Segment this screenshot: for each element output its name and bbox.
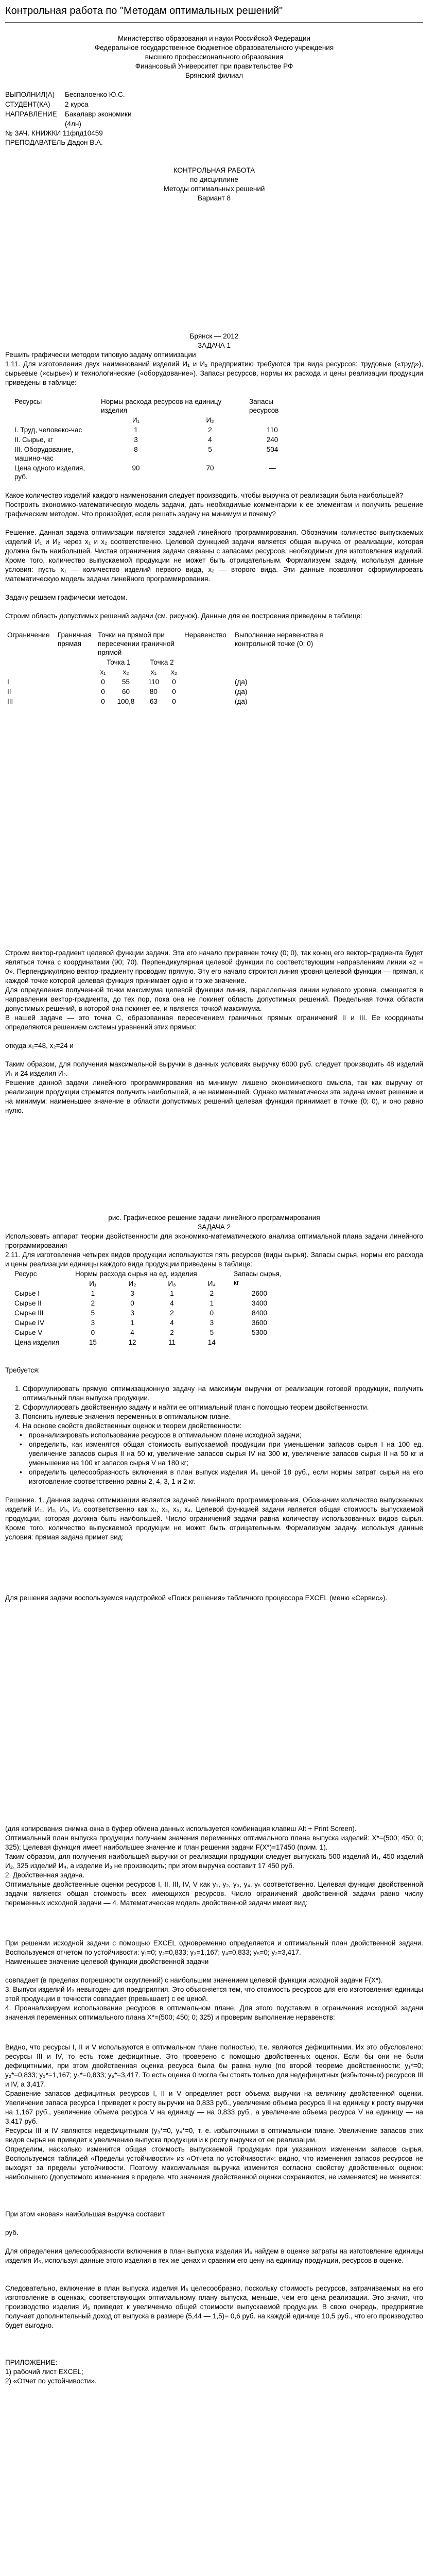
- table-header-row: [5, 630, 340, 657]
- column-subheader: Точка 2: [150, 658, 174, 666]
- task1-intro: Решить графически методом типовую задачу оптимизации: [5, 351, 196, 359]
- cell: 5: [91, 1309, 95, 1317]
- cell: 3: [130, 1309, 134, 1317]
- cell: II. Сырье, кг: [14, 436, 53, 444]
- task2-statement: Использовать аппарат теории двойственности для экономико-математического анализа оптимальной плана задачи линейного программирования: [5, 1232, 423, 1249]
- task1-solution-text: Для определения полученной точки максимума целевой функции линия, параллельная линии нулевого уровня, смещается в направлении вектор-градиента, до тех пор, пока она не покинет область допустимых решений. Предельная точка области допустимых решений, в которой она покинет ее, и является точкой максимума.: [5, 986, 423, 1012]
- header-line: Министерство образования и науки Российской Федерации: [118, 35, 310, 42]
- table-row: [5, 697, 340, 706]
- cell: 8: [134, 446, 138, 453]
- header-line: Брянский филиал: [185, 72, 243, 79]
- cell: Сырье IV: [14, 1319, 45, 1327]
- work-subtitle: по дисциплине: [190, 176, 238, 183]
- cell: [232, 1337, 287, 1347]
- teacher: ПРЕПОДАВАТЕЛЬ Дадон В.А.: [5, 139, 103, 146]
- table-row: [12, 1337, 287, 1347]
- column-subheader: И₂: [128, 1280, 136, 1287]
- cell: 0: [130, 1299, 134, 1307]
- task1-statement: 1.11. Для изготовления двух наименований изделий И₁ и И₂ предприятию требуются три вида ресурсов: трудовые («труд»), сырьевые («сырье») и технологические («оборудование»). Запасы ресурсов, нормы их расхода и цены реализации продукции приведены в таблице:: [5, 360, 423, 386]
- info-value: 2 курса: [65, 100, 89, 108]
- task2-solution-text: При решении исходной задачи с помощью EXCEL одновременно определяется и оптимальный план двойственной задачи. Воспользуемся отчетом по устойчивости: y₁=0; y₂=0,833; y₃=1,167; y₄=0,833; y₅=0; y₂=3,417.: [5, 1939, 423, 1956]
- task1-question: Построить экономико-математическую модель задачи, дать необходимые комментарии к ее элементам и получить решение графическим методом. Что произойдет, если решать задачу на минимум и почему?: [5, 501, 423, 518]
- cell: 8400: [251, 1309, 268, 1317]
- task2-screenshot-space: [5, 1603, 423, 1824]
- task2-solution-text: 4. Проанализируем использование ресурсов в оптимальном плане. Для этого подставим в ограничения исходной задачи значения переменных оптимального плана X*=(500; 450; 0; 325) и проверим выполнение неравенств:: [5, 2004, 423, 2021]
- task1-figure-space: [5, 706, 423, 948]
- info-row: [5, 90, 134, 99]
- column-header: Неравенство: [184, 631, 226, 639]
- task2-solution-text: Определим, насколько изменится общая стоимость выпускаемой продукции при указанном изменении запасов сырья. Воспользуемся таблицей «Пределы устойчивости» из «Отчета по устойчивости»: видно, что изменения запасов ресурсов не выходят за пределы устойчивости. Поэтому максимальная выручка изменится согласно свойству двойственных оценок: наибольшего (допустимого изменения в пределе, что значения двойственной оценки сохраняются, не изменяется) не меняется:: [5, 2145, 423, 2181]
- info-key: СТУДЕНТ(КА): [5, 100, 50, 108]
- cell: 2: [170, 1309, 174, 1317]
- table-row: [12, 1289, 287, 1298]
- city-year: Брянск — 2012: [189, 332, 239, 340]
- task1-resource-table: [12, 397, 298, 482]
- column-header: Ресурс: [14, 1270, 37, 1278]
- cell: 1: [134, 426, 138, 434]
- cell: Сырье V: [14, 1329, 43, 1336]
- cell: 55: [121, 678, 130, 686]
- cell: 1: [91, 1290, 95, 1297]
- info-value: (4лн): [65, 120, 81, 128]
- cell: 1: [170, 1290, 174, 1297]
- task2-solution-text: Оптимальные двойственные оценки ресурсов I, II, III, IV, V как y₁, y₂, y₃, y₄, y₅ соответственно. Целевая функция двойственной задачи является общая стоимость всех имеющихся ресурсов. Число ограничений двойственной задачи равно числу переменных исходной задачи — 4. Математическая модель двойственной задачи имеет вид:: [5, 1880, 423, 1907]
- table-row: [12, 1298, 287, 1308]
- column-header: Нормы расхода ресурсов на единицу изделия: [101, 398, 222, 414]
- cell: 3: [130, 1290, 134, 1297]
- column-subheader: И₂: [206, 416, 214, 424]
- column-subheader: x₁: [100, 668, 106, 676]
- info-value: Беспалоенко Ю.С.: [65, 91, 125, 98]
- cell: 504: [266, 446, 278, 453]
- cell: (да): [235, 688, 248, 696]
- cell: Цена одного изделия, руб.: [14, 464, 85, 481]
- cell: 15: [89, 1338, 97, 1346]
- table-row: [12, 445, 298, 463]
- work-title-block: [5, 166, 423, 203]
- cell: 0: [101, 688, 105, 696]
- task2-heading: ЗАДАЧА 2: [198, 1223, 231, 1231]
- task2-solution-text: руб.: [5, 2229, 19, 2236]
- column-header: Ресурсы: [14, 398, 42, 405]
- discipline-name: Методы оптимальных решений: [163, 185, 265, 193]
- header-line: Финансовый Университет при правительстве РФ: [135, 62, 293, 70]
- table-row: [12, 1308, 287, 1318]
- cell: 3400: [251, 1299, 268, 1307]
- column-subheader: x₁: [150, 668, 157, 676]
- table-row: [12, 463, 298, 482]
- cell: (да): [235, 678, 248, 686]
- cell: 63: [149, 698, 158, 705]
- column-header: Выполнение неравенства в контрольной точке (0; 0): [235, 631, 324, 648]
- task1-solution-text: В нашей задаче — это точка C, образованная пересечением граничных прямых ограничений II и III. Ее координаты определяются решением системы уравнений этих прямых:: [5, 1014, 423, 1031]
- appendix-heading: ПРИЛОЖЕНИЕ:: [5, 2359, 58, 2366]
- cell: 240: [266, 436, 278, 444]
- cell: III: [7, 698, 13, 705]
- cell: (да): [235, 698, 248, 705]
- cell: 70: [206, 464, 214, 472]
- task2-solution-text: Следовательно, включение в план выпуска изделия И₅ целесообразно, поскольку стоимость ресурсов, затрачиваемых на его изготовление в оценках, соответствующих оптимальному плану выпуска, меньше, чем его цена реализации. Это значит, что производство изделия И₅ приведет к увеличению общей стоимости выпускаемой продукции. В свою очередь, предприятие получает дополнительный доход от выпуска в размере (5,44 — 1,5)= 0,6 руб. на каждой единице 10,5 руб., что его производство будет выгодно.: [5, 2284, 423, 2329]
- cell: Сырье III: [14, 1309, 44, 1317]
- cell: 2600: [251, 1290, 268, 1297]
- cell: 90: [132, 464, 140, 472]
- list-item: • определить, как изменятся общая стоимость выпускаемой продукции при уменьшении запасов сырья I на 100 ед. увеличение запасов сырья II на 50 кг, увеличение запасов сырья IV на 300 кг, увеличение запасов сырья II на 50 кг и уменьшение на 100 кг запасов сырья V на 180 кг;: [29, 1440, 423, 1468]
- cell: 2: [170, 1329, 174, 1336]
- info-key: ВЫПОЛНИЛ(А): [5, 91, 55, 98]
- list-item: 4. На основе свойств двойственных оценок и теорем двойственности:: [23, 1421, 423, 1431]
- task2-solution-text: Оптимальный план выпуска продукции получаем значения переменных оптимального плана выпуска изделий: X*=(500; 450; 0; 325); Целевая функция имеет наибольшее значение и план решения задачи F(X*)=17450 (прим. 1).: [5, 1834, 423, 1851]
- column-header: Нормы расхода сырья на ед. изделия: [75, 1270, 197, 1278]
- task2-statement: 2.11. Для изготовления четырех видов продукции используются пять ресурсов (виды сырья). Запасы сырья, нормы его расхода и цены реализации единицы каждого вида продукции приведены в таблице:: [5, 1251, 423, 1268]
- task1-solution-text: Решение данной задачи линейного программирования на минимум лишено экономического смысла, так как выручку от реализации продукции стремятся получить наибольшей, а не наименьшей. Однако математически эта задача имеет решение и на минимум: наименьшее значение в области допустимых решений целевая функция принимает в точке (0; 0), и оно равно нулю.: [5, 1079, 423, 1114]
- header-line: высшего профессионального образования: [145, 53, 284, 61]
- cell: II: [7, 688, 11, 696]
- task2-requirements-list: [5, 1384, 423, 1431]
- task1-solution-text: откуда x₁=48, x₂=24 и: [5, 1042, 74, 1049]
- cell: 110: [267, 426, 278, 434]
- table-row: [12, 425, 298, 435]
- column-subheader: И₁: [89, 1280, 97, 1287]
- task1-chart-space: [5, 1115, 423, 1213]
- cell: 3: [210, 1319, 214, 1327]
- task1-solution-text: Задачу решаем графически методом.: [5, 594, 128, 601]
- task1-solution-text: Строим область допустимых решений задачи (см. рисунок). Данные для ее построения приведены в таблице:: [5, 612, 362, 620]
- table-header-row: [12, 397, 298, 415]
- list-item: 2. Сформулировать двойственную задачу и найти ее оптимальный план с помощью теорем двойственности.: [23, 1403, 423, 1412]
- cell: 3600: [251, 1319, 268, 1327]
- column-subheader: И₃: [168, 1280, 176, 1287]
- table-row: [5, 687, 340, 697]
- document: [5, 5, 423, 2386]
- list-item: • проанализировать использование ресурсов в оптимальном плане исходной задачи;: [29, 1431, 423, 1440]
- column-header: Граничная прямая: [58, 631, 92, 648]
- task1-solution-text: Таким образом, для получения максимальной выручки в данных условиях выручку 6000 руб. следует производить 48 изделий И₁ и 24 изделия И₂.: [5, 1060, 423, 1077]
- column-subheader: x₂: [171, 668, 178, 676]
- table-row: [12, 435, 298, 445]
- header-line: Федеральное государственное бюджетное образовательного учреждения: [94, 44, 334, 52]
- cell: 4: [170, 1319, 174, 1327]
- info-row: [5, 99, 134, 109]
- task2-solution-text: Таким образом, для получения наибольшей выручки от реализации продукции следует выпускать 500 изделий И₁, 450 изделий И₂, 325 изделий И₄, а изделие И₃ не производить; при этом выручка составит 17 450 руб.: [5, 1853, 423, 1870]
- cell: —: [269, 464, 276, 472]
- task1-solution-text: Решение. Данная задача оптимизации является задачей линейного программирования. Обозначим количество выпускаемых изделий И₁ и И₂ через x₁ и x₂ соответственно. Целевой функцией задачи является общая выручка от реализации, которая должна быть наибольшей. Чистая ограничения задачи связаны с запасами ресурсов, необходимых для изготовления изделий. Кроме того, количество выпускаемой продукции не может быть отрицательным. Формализуем задачу, используя данные условия: пусть x₁ — количество изделий первого вида, x₂ — второго вида. Эти данные позволяют сформулировать математическую модель задачи линейного программирования.: [5, 529, 423, 583]
- column-header: Запасы сырья, кг: [234, 1270, 282, 1286]
- appendix-item: 2) «Отчет по устойчивости».: [5, 2377, 97, 2385]
- student-info: [5, 90, 134, 129]
- table-header-row: [12, 1269, 287, 1279]
- table-row: [12, 1328, 287, 1337]
- cell: 5: [208, 446, 212, 453]
- cell: 5: [210, 1329, 214, 1336]
- info-key: [5, 119, 63, 129]
- cell: 14: [207, 1338, 216, 1346]
- task2-solution-text: Видно, что ресурсы I, II и V используются в оптимальном плане полностью, т.е. являются дефицитными. Их это обусловлено: ресурсы III и IV, то есть тоже дефицитные. Это проверено с помощью двойственных оценок. Если бы они не были дефицитными, при этом двойственная оценка ресурса была бы равна нулю (по второй теореме двойственности: y₁*=0; y₂*=0,833; y₃*=1,167; y₄*=0,833; y₅*=3,417. То есть оценка 0 могла бы стоять только для недефицитных (избыточных) ресурсов III и IV, а 3,417.: [5, 2043, 423, 2088]
- cell: 2: [208, 426, 212, 434]
- cell: 2: [91, 1299, 95, 1307]
- cell: 0: [101, 678, 105, 686]
- cell: Цена изделия: [14, 1338, 60, 1346]
- column-header: Ограничение: [7, 631, 50, 639]
- cell: I: [7, 678, 9, 686]
- cell: Сырье II: [14, 1299, 42, 1307]
- cell: 0: [172, 688, 176, 696]
- task2-solution-text: Ресурсы III и IV являются недефицитными (y₃*=0, y₄*=0, т. е. избыточными в оптимальном плане. Увеличение запасов этих видов сырья не приведет к увеличению выпуска продукции и к росту выручки от ее реализации.: [5, 2127, 423, 2144]
- list-item: 1. Сформулировать прямую оптимизационную задачу на максимум выручки от реализации готовой продукции, получить оптимальный план выпуска продукции.: [23, 1384, 423, 1403]
- task2-solution-text: совпадает (в пределах погрешности округлений) с наибольшим значением целевой функции исходной задачи F(X*).: [5, 1976, 383, 1984]
- task2-resource-table: [12, 1269, 287, 1347]
- task2-solution-text: (для копирования снимка окна в буфер обмена данных используется комбинация клавиш Alt + Print Screen).: [5, 1825, 357, 1833]
- cell: 60: [121, 688, 130, 696]
- cell: 0: [101, 698, 105, 705]
- cell: I. Труд, человеко-час: [14, 426, 82, 434]
- title-divider: [5, 22, 423, 23]
- info-value: Бакалавр экономики: [65, 110, 132, 118]
- cell: 2: [210, 1290, 214, 1297]
- task2-sub-list: [5, 1431, 423, 1486]
- info-row: [5, 119, 134, 129]
- task2-solution-text: Для решения задачи воспользуемся надстройкой «Поиск решения» табличного процессора EXCEL (меню «Сервис»).: [5, 1594, 388, 1602]
- page-title: Контрольная работа по "Методам оптимальных решений": [5, 5, 283, 16]
- info-key: НАПРАВЛЕНИЕ: [5, 110, 57, 118]
- cell: 4: [170, 1299, 174, 1307]
- cell: 1: [210, 1299, 214, 1307]
- task1-question: Какое количество изделий каждого наименования следует производить, чтобы выручка от реализации была наибольшей?: [5, 492, 404, 499]
- cell: 11: [168, 1338, 176, 1346]
- cell: 3: [91, 1319, 95, 1327]
- task2-solution-text: 2. Двойственная задача.: [5, 1871, 85, 1879]
- cell: III. Оборудование, машино-час: [14, 446, 74, 462]
- institution-header: [5, 34, 423, 80]
- cell: 4: [130, 1329, 134, 1336]
- figure-caption: рис. Графическое решение задачи линейного программирования: [108, 1214, 320, 1222]
- cell: 0: [172, 678, 176, 686]
- table-row: [12, 1318, 287, 1328]
- task2-solution-text: 3. Выпуск изделий И₃ невыгоден для предприятия. Это объясняется тем, что стоимость ресурсов для его изготовления единицы этой продукции в точности совпадает (превышает) с ее ценой.: [5, 1986, 423, 2003]
- table-row: [5, 677, 340, 687]
- cell: 5300: [251, 1329, 268, 1336]
- task2-solution-text: Решение. 1. Данная задача оптимизации является задачей линейного программирования. Обозначим количество выпускаемых изделий И₁, И₂, И₃, И₄ соответственно как x₁, x₂, x₃, x₄. Целевой функцией задачи является общая стоимость выпускаемой продукции, которая должна быть наибольшей. Число ограничений задачи равна количеству использованных видов сырья. Кроме того, количество выпускаемой продукции не может быть отрицательным. Формализуем задачу, используя данные условия: прямая задача примет вид:: [5, 1496, 423, 1541]
- cell: 3: [134, 436, 138, 444]
- cell: 4: [208, 436, 212, 444]
- list-item: • определить целесообразность включения в план выпуск изделия И₅ ценой 18 руб., если нормы затрат сырья на его изготовление соответственно равны 2, 4, 3, 1 и 2 кг.: [29, 1468, 423, 1486]
- column-header: Точки на прямой при пересечении граничной прямой: [98, 631, 175, 656]
- column-subheader: И₁: [132, 416, 140, 424]
- info-row: [5, 109, 134, 119]
- task1-boundary-table: [5, 630, 340, 706]
- column-subheader: Точка 1: [107, 658, 131, 666]
- cell: 110: [148, 678, 160, 686]
- cell: 0: [91, 1329, 95, 1336]
- task1-solution-text: Строим вектор-градиент целевой функции задачи. Эта его начало приравнен точку (0; 0), так конец его вектор-градиента будет являться точка с координатами (90; 70). Перпендикулярная целевой функции по соответствующим направлениям линии «z = 0». Перпендикулярно вектор-градиенту проводим прямую. Эту его начало строится линия уровня целевой функции — прямая, к каждой точке которой целевая функция принимает одно и то же значение.: [5, 949, 423, 985]
- appendix-item: 1) рабочий лист EXCEL;: [5, 2368, 83, 2376]
- column-header: Запасы ресурсов: [249, 398, 279, 414]
- work-title: КОНТРОЛЬНАЯ РАБОТА: [173, 166, 255, 174]
- list-item: 3. Пояснить нулевые значения переменных в оптимальном плане.: [23, 1412, 423, 1421]
- column-subheader: И₄: [207, 1280, 216, 1287]
- cell: 0: [210, 1309, 214, 1317]
- variant: Вариант 8: [198, 194, 231, 202]
- cell: 1: [130, 1319, 134, 1327]
- task2-solution-text: Наименьшее значение целевой функции двойственной задачи: [5, 1958, 209, 1965]
- cell: 12: [128, 1338, 136, 1346]
- task2-solution-text: Для определения целесообразности включения в план выпуска изделия И₅ найдем в оценке затраты на изготовление единицы изделия И₅, используя данные этого изделия в тех же ценах и сравним его цену на единицу продукции, ресурсов в оценке.: [5, 2247, 423, 2264]
- cell: 100,8: [117, 698, 135, 705]
- column-subheader: x₂: [123, 668, 129, 676]
- task2-solution-text: Сравнение запасов дефицитных ресурсов I, II и V определяет рост объема выручки на величину двойственной оценки. Увеличение запаса ресурса I приведет к росту выручки на 0,833 руб., увеличение объема ресурса II на единицу к росту выручки на 1,167 руб., увеличение объема ресурса V на единицу — на 0,833 руб., а увеличение объема ресурса V на единицу — на 3,417 руб.: [5, 2090, 423, 2125]
- cell: 0: [172, 698, 176, 705]
- cell: Сырье I: [14, 1290, 40, 1297]
- record-book-number: № ЗАЧ. КНИЖКИ 11фпд10459: [5, 129, 103, 137]
- task2-solution-text: При этом «новая» наибольшая выручка составит: [5, 2210, 165, 2218]
- task1-heading: ЗАДАЧА 1: [198, 342, 231, 349]
- task2-requirements-heading: Требуется:: [5, 1366, 40, 1374]
- cell: 80: [149, 688, 158, 696]
